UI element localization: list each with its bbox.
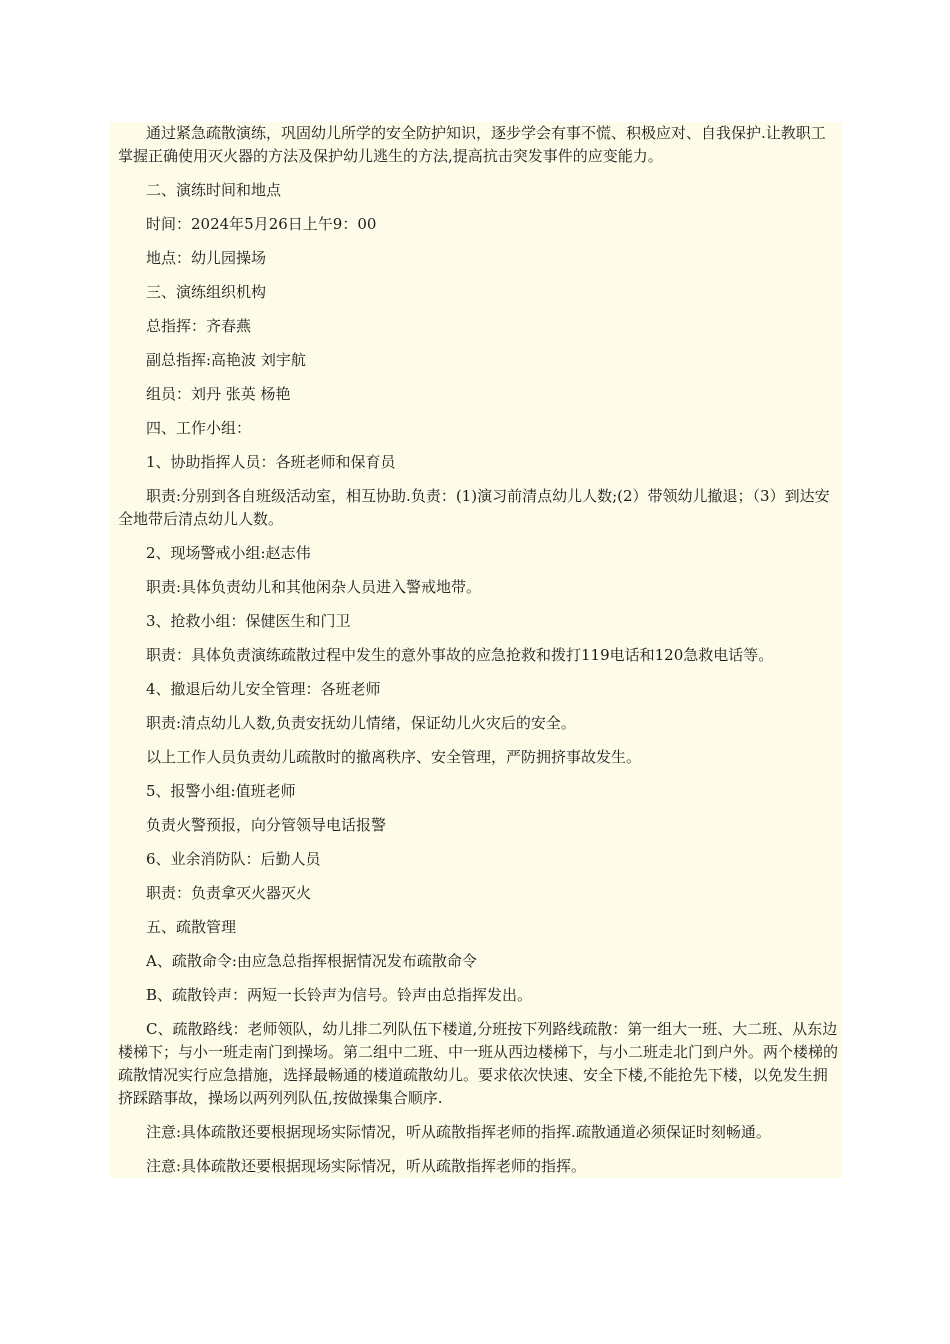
group-4-duties: 职责:清点幼儿人数,负责安抚幼儿情绪，保证幼儿火灾后的安全。 [146, 714, 576, 732]
note-1: 注意:具体疏散还要根据现场实际情况，听从疏散指挥老师的指挥.疏散通道必须保证时刻畅通。 [146, 1123, 771, 1141]
group-6-title: 6、业余消防队：后勤人员 [146, 850, 321, 868]
group-6-duties: 职责：负责拿灭火器灭火 [146, 884, 312, 902]
evacuation-command: A、疏散命令:由应急总指挥根据情况发布疏散命令 [146, 952, 477, 970]
drill-location: 地点：幼儿园操场 [146, 249, 267, 267]
document-page [110, 122, 842, 1178]
group-3-duties: 职责：具体负责演练疏散过程中发生的意外事故的应急抢救和拨打119电话和120急救电话等。 [146, 646, 774, 664]
chief-commander: 总指挥：齐春燕 [146, 317, 252, 335]
group-4-title: 4、撤退后幼儿安全管理：各班老师 [146, 680, 381, 698]
section-heading-time-place: 二、演练时间和地点 [146, 181, 282, 199]
group-5-duties: 负责火警预报，向分管领导电话报警 [146, 816, 387, 834]
group-1-title: 1、协助指挥人员：各班老师和保育员 [146, 453, 396, 471]
section-heading-work-groups: 四、工作小组： [146, 419, 252, 437]
intro-paragraph: 通过紧急疏散演练，巩固幼儿所学的安全防护知识，逐步学会有事不慌、积极应对、自我保护.让教职工掌握正确使用灭火器的方法及保护幼儿逃生的方法,提高抗击突发事件的应变能力。 [118, 124, 826, 165]
drill-time: 时间：2024年5月26日上午9：00 [146, 215, 377, 233]
note-2: 注意:具体疏散还要根据现场实际情况，听从疏散指挥老师的指挥。 [146, 1157, 587, 1175]
group-2-title: 2、现场警戒小组:赵志伟 [146, 544, 311, 562]
group-3-title: 3、抢救小组：保健医生和门卫 [146, 612, 351, 630]
staff-responsibility-note: 以上工作人员负责幼儿疏散时的撤离秩序、安全管理，严防拥挤事故发生。 [146, 748, 642, 766]
team-members: 组员：刘丹 张英 杨艳 [146, 385, 291, 403]
group-2-duties: 职责:具体负责幼儿和其他闲杂人员进入警戒地带。 [146, 578, 482, 596]
section-heading-organization: 三、演练组织机构 [146, 283, 267, 301]
group-1-duties: 职责:分别到各自班级活动室，相互协助.负责：(1)演习前清点幼儿人数;(2）带领幼儿撤退；（3）到达安全地带后清点幼儿人数。 [118, 487, 830, 528]
deputy-commanders: 副总指挥:高艳波 刘宇航 [146, 351, 306, 369]
section-heading-evacuation: 五、疏散管理 [146, 918, 237, 936]
evacuation-bell: B、疏散铃声：两短一长铃声为信号。铃声由总指挥发出。 [146, 986, 533, 1004]
group-5-title: 5、报警小组:值班老师 [146, 782, 296, 800]
evacuation-route: C、疏散路线：老师领队，幼儿排二列队伍下楼道,分班按下列路线疏散：第一组大一班、大二班、从东边楼梯下；与小一班走南门到操场。第二组中二班、中一班从西边楼梯下，与小二班走北门到户外。两个楼梯的疏散情况实行应急措施，选择最畅通的楼道疏散幼儿。要求依次快速、安全下楼,不能抢先下楼，以免发生拥挤踩踏事故，操场以两列列队伍,按做操集合顺序. [118, 1020, 839, 1107]
